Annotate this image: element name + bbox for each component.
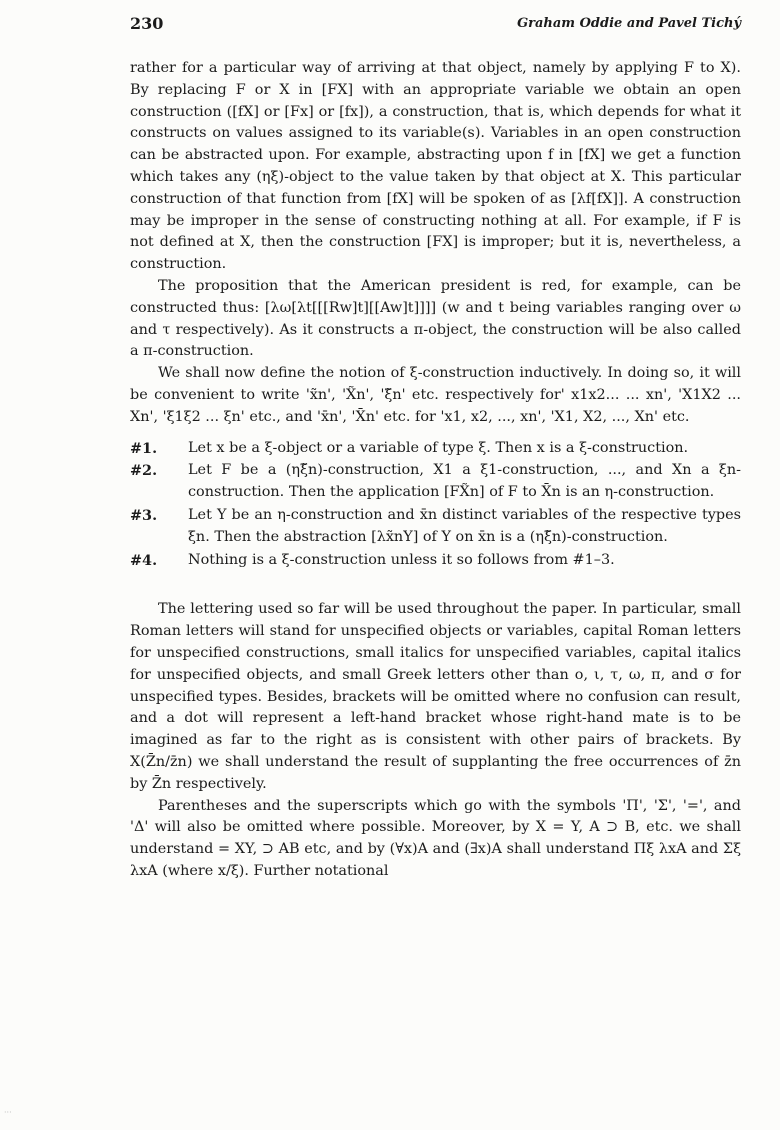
definition-number: #4.	[130, 551, 158, 569]
definition-item	[130, 505, 741, 549]
page-body	[130, 58, 741, 883]
definition-item	[130, 438, 741, 460]
scan-mark: ···	[4, 1108, 12, 1117]
definition-text: Nothing is a ξ-construction unless it so follows from #1–3.	[188, 551, 615, 568]
definition-number: #3.	[130, 506, 158, 524]
definition-item	[130, 460, 741, 504]
running-head: Graham Oddie and Pavel Tichý	[517, 16, 741, 31]
definition-text: Let F be a (ηξ̃n)-construction, X1 a ξ1-construction, ..., and Xn a ξn-construction. Then the application [FX̃n] of F to X̄n is an η-construction.	[188, 462, 741, 501]
paragraph: The lettering used so far will be used throughout the paper. In particular, small Roman letters will stand for unspecified objects or variables, capital Roman letters for unspecified constructions, small italics for unspecified variables, capital italics for unspecified objects, and small Greek letters other than o, ι, τ, ω, π, and σ for unspecified types. Besides, brackets will be omitted where no confusion can result, and a dot will represent a left-hand bracket whose right-hand mate is to be imagined as far to the right as is consistent with other pairs of brackets. By X(Z̄n/z̄n) we shall understand the result of supplanting the free occurrences of z̄n by Z̄n respectively.	[130, 601, 741, 792]
paragraph: The proposition that the American president is red, for example, can be constructed thus: [λω[λt[[[Rw]t][[Aw]t]]]] (w and t being variables ranging over ω and τ respectively). As it constructs a π-object, the construction will be also called a π-construction.	[130, 277, 741, 360]
definition-item	[130, 550, 741, 572]
definition-list	[130, 438, 741, 572]
page-number: 230	[130, 14, 164, 33]
paragraph: rather for a particular way of arriving at that object, namely by applying F to X). By replacing F or X in [FX] with an appropriate variable we obtain an open construction ([fX] or [Fx] or [fx]), a construction, that is, which depends for what it constructs on values assigned to its variable(s). Variables in an open construction can be abstracted upon. For example, abstracting upon f in [fX] we get a function which takes any (ηξ)-object to the value taken by that object at X. This particular construction of that function from [fX] will be spoken of as [λf[fX]]. A construction may be improper in the sense of constructing nothing at all. For example, if F is not defined at X, then the construction [FX] is improper; but it is, nevertheless, a construction.	[130, 60, 741, 273]
definition-number: #1.	[130, 439, 158, 457]
definition-text: Let Y be an η-construction and x̄n distinct variables of the respective types ξn. Then the abstraction [λx̃nY] of Y on x̄n is a (ηξ̃n)-construction.	[188, 506, 741, 545]
page-header	[130, 14, 741, 36]
definition-text: Let x be a ξ-object or a variable of type ξ. Then x is a ξ-construction.	[188, 439, 689, 456]
section-gap	[130, 581, 741, 599]
definition-number: #2.	[130, 462, 158, 480]
paragraph: We shall now define the notion of ξ-construction inductively. In doing so, it will be convenient to write 'x̃n', 'X̃n', 'ξ̃n' etc. respectively for' x1x2... ... xn', 'X1X2 ... Xn', 'ξ1ξ2 ... ξn' etc., and 'x̄n', 'X̄n' etc. for 'x1, x2, ..., xn', 'X1, X2, ..., Xn' etc.	[130, 365, 741, 425]
paragraph: Parentheses and the superscripts which go with the symbols 'Π', 'Σ', '=', and 'Δ' will also be omitted where possible. Moreover, by X = Y, A ⊃ B, etc. we shall understand = XY, ⊃ AB etc, and by (∀x)A and (∃x)A shall understand Πξ λxA and Σξ λxA (where x/ξ). Further notational	[130, 797, 741, 879]
